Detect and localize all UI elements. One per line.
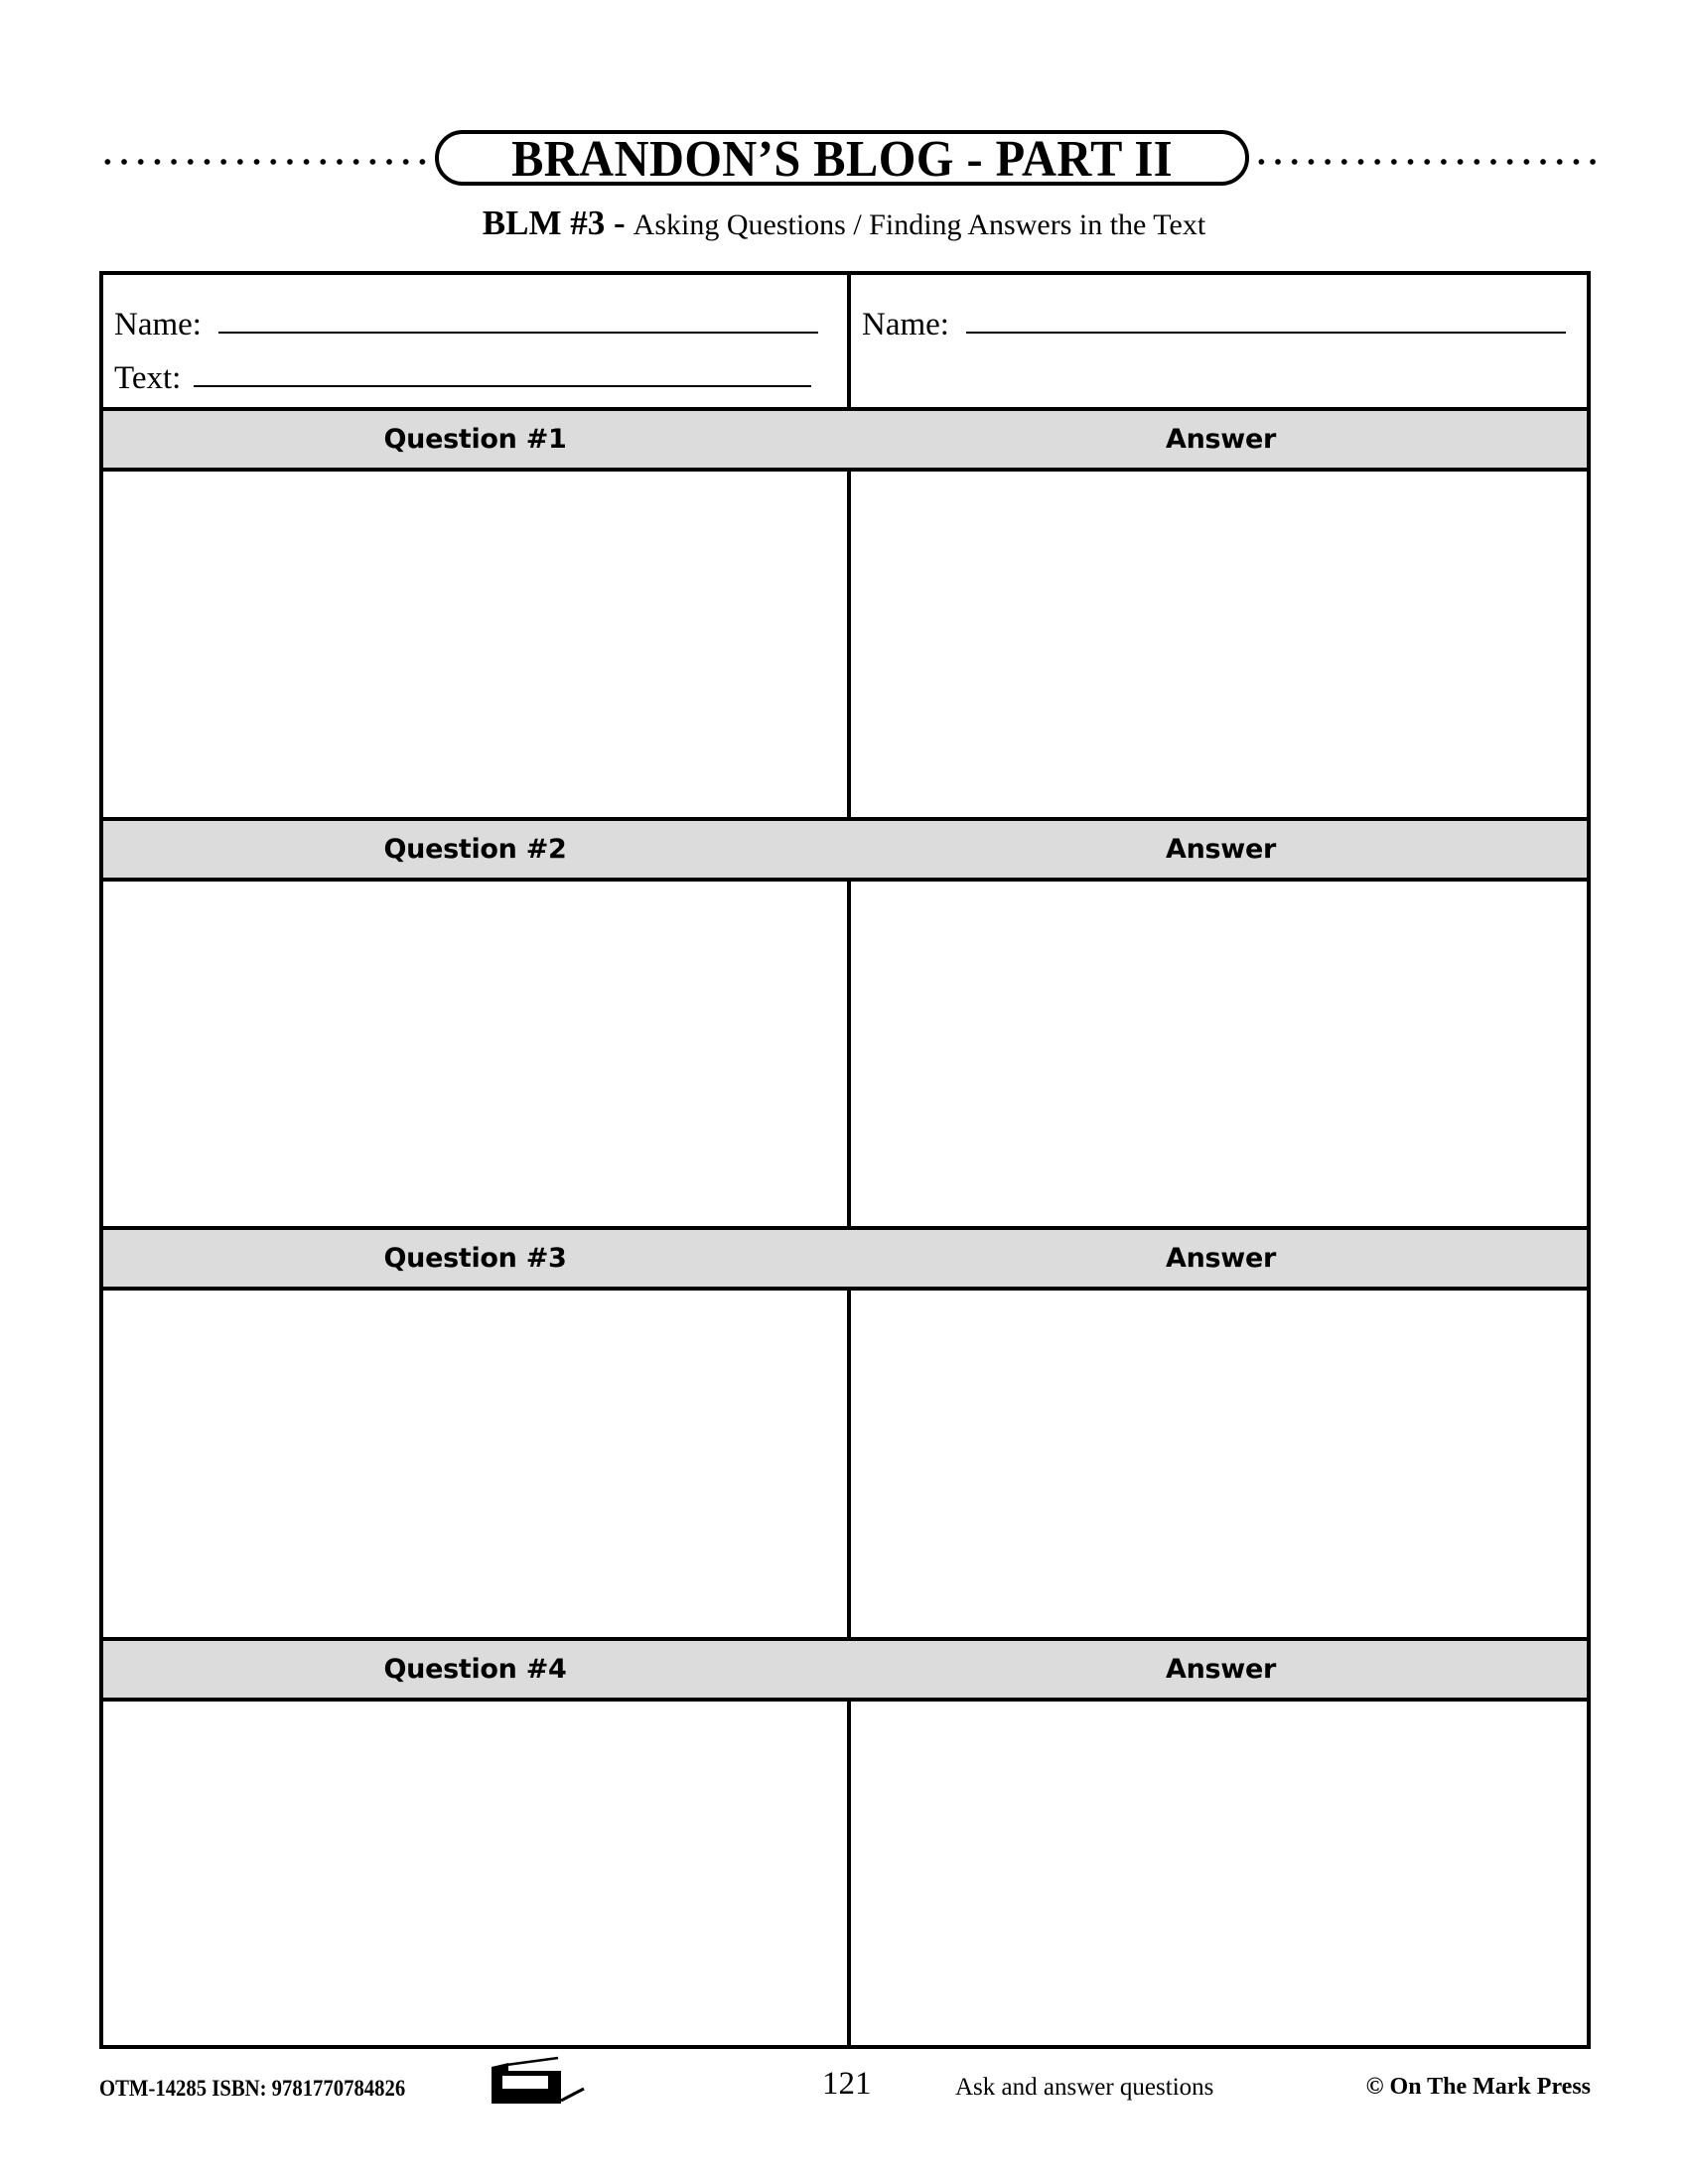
question-box-1[interactable]: [103, 472, 847, 819]
question-header-1: Question #1: [383, 424, 567, 455]
subtitle-text: Asking Questions / Finding Answers in the Text: [633, 208, 1206, 241]
row-header-4: [103, 1637, 1587, 1702]
footer-copyright: © On The Mark Press: [1365, 2074, 1591, 2100]
row-header-2: [103, 817, 1587, 882]
text-field[interactable]: [194, 385, 811, 387]
answer-box-3[interactable]: [851, 1291, 1591, 1636]
answer-header-3: Answer: [1166, 1243, 1276, 1274]
question-box-3[interactable]: [103, 1291, 847, 1636]
question-header-4: Question #4: [383, 1654, 567, 1685]
question-header-2: Question #2: [383, 834, 567, 865]
title-banner: [435, 130, 1249, 186]
answer-box-2[interactable]: [851, 882, 1591, 1227]
left-name-label: Name:: [114, 307, 202, 342]
answer-header-1: Answer: [1166, 424, 1276, 455]
dotted-rule-right: [1253, 156, 1596, 168]
dotted-rule-left: [99, 156, 437, 168]
row-header-3: [103, 1226, 1587, 1291]
right-name-label: Name:: [862, 307, 949, 342]
answer-header-2: Answer: [1166, 834, 1276, 865]
footer-product-code: OTM-14285 ISBN: 9781770784826: [99, 2076, 406, 2101]
answer-box-4[interactable]: [851, 1702, 1591, 2045]
right-name-field[interactable]: [966, 332, 1566, 334]
worksheet-table: [99, 271, 1591, 2049]
answer-header-4: Answer: [1166, 1654, 1276, 1685]
question-box-4[interactable]: [103, 1702, 847, 2045]
subtitle: [0, 204, 1688, 245]
footer-topic: Ask and answer questions: [955, 2074, 1214, 2101]
text-label: Text:: [114, 360, 182, 396]
page-number: 121: [822, 2066, 872, 2102]
page-title: BRANDON’S BLOG - PART II: [511, 131, 1173, 188]
copier-icon: [489, 2053, 588, 2107]
left-name-field[interactable]: [218, 332, 818, 334]
question-box-2[interactable]: [103, 882, 847, 1227]
question-header-3: Question #3: [383, 1243, 567, 1274]
row-header-1: [103, 407, 1587, 472]
answer-box-1[interactable]: [851, 472, 1591, 819]
subtitle-blm-number: BLM #3 -: [482, 204, 626, 242]
